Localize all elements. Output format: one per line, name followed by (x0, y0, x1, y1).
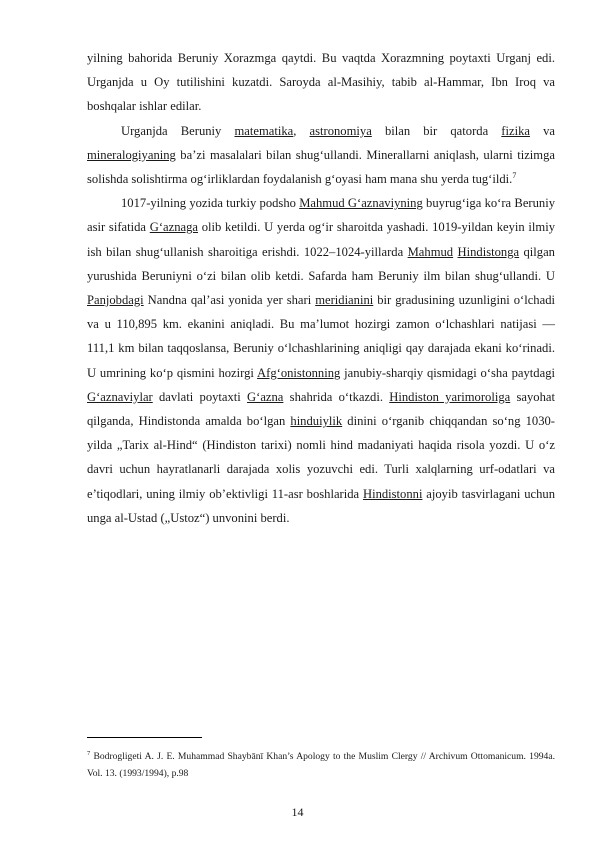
link-hindiston[interactable]: Hindistonga (457, 244, 520, 259)
link-matematika[interactable]: matematika (234, 123, 294, 138)
link-gazna[interactable]: G‘aznaga (149, 220, 198, 235)
paragraph-3 (87, 191, 555, 530)
text-run: davlati poytaxti (152, 389, 248, 404)
link-gazna-city[interactable]: G‘azna (247, 389, 284, 404)
text-run: olib ketildi. U yerda og‘ir sharoitda yashadi. 1019-yildan keyin ilmiy ish bilan shug‘ullanish sharoitiga erishdi. 1022–1024-yillarda (87, 220, 555, 259)
link-gaznaviylar[interactable]: G‘aznaviylar (87, 389, 153, 404)
link-astronomiya[interactable]: astronomiya (309, 123, 372, 138)
page-body (87, 46, 555, 530)
link-panjob[interactable]: Panjobdagi (87, 293, 144, 308)
link-mahmud-gaznaviy[interactable]: Mahmud G‘aznaviyning (299, 196, 423, 211)
link-fizika[interactable]: fizika (501, 123, 530, 138)
paragraph-1-text: yilning bahorida Beruniy Xorazmga qaytdi. Bu vaqtda Xorazmning poytaxti Urganj edi. Urganjda u Oy tutilishini kuzatdi. Saroyda al-Masihiy, tabib al-Hammar, Ibn Iroq va boshqalar ishlar edilar. (87, 51, 555, 114)
text-run: janubiy-sharqiy qismidagi o‘sha paytdagi (340, 365, 555, 380)
link-mahmud[interactable]: Mahmud (407, 244, 454, 259)
paragraph-2 (87, 119, 555, 192)
paragraph-1 (87, 46, 555, 119)
footnote-ref[interactable]: 7 (512, 170, 517, 180)
text-run: ba’zi masalalari bilan shug‘ullandi. Minerallarni aniqlash, ularni tizimga solishda solishtirma og‘irliklardan foydalanish g‘oyasi ham mana shu yerda tug‘ildi. (87, 147, 555, 187)
text-run: shahrida o‘tkazdi. (283, 389, 390, 404)
page-number: 14 (291, 805, 304, 819)
text-run: ajoyib tasvirlagani uchun unga al-Ustad („Ustoz“) unvonini berdi. (87, 486, 555, 525)
link-afgoniston[interactable]: Afg‘onistonning (257, 365, 341, 380)
footnote-number: 7 (87, 749, 91, 757)
link-meridian[interactable]: meridianini (315, 293, 374, 308)
text-run: qilgan yurushida Beruniyni o‘zi bilan olib ketdi. Safarda ham Beruniy ilm bilan shug‘ullandi. U (87, 244, 555, 283)
footnote-text: Bodrogligeti A. J. E. Muhammad Shaybānī Khan’s Apology to the Muslim Clergy // Archivum Ottomanicum. 1994a. Vol. 13. (1993/1994), p.98 (87, 751, 555, 779)
text-run: bilan bir qatorda (371, 123, 502, 138)
text-run: dinini o‘rganib chiqqandan so‘ng 1030-yilda „Tarix al-Hind“ (Hindiston tarixi) nomli hind madaniyati haqida risola yozdi. U o‘z davri uchun hayratlanarli darajada xolis yozuvchi edi. Turli xalqlarning urf-odatlari va e’tiqodlari, uning ilmiy ob’ektivligi 11-asr boshlarida (87, 414, 555, 501)
text-run: 1017-yilning yozida turkiy podsho (121, 196, 300, 211)
link-mineralogiya[interactable]: mineralogiyaning (87, 147, 176, 162)
text-run: Urganjda Beruniy (121, 123, 235, 138)
text-run: buyrug‘iga ko‘ra Beruniy asir sifatida (87, 196, 555, 235)
link-hindiston-yarimoroli[interactable]: Hindiston yarimoroliga (389, 389, 511, 404)
text-run: bir gradusining uzunligini o‘lchadi va u 110,895 km. ekanini aniqladi. Bu ma’lumot hozirgi zamon o‘lchashlari natijasi — 111,1 km bilan taqqoslansa, Beruniy o‘lchashlarining aniqligi qay darajada ekani ko‘rinadi. U umrining ko‘p qismini hozirgi (87, 293, 555, 380)
text-run: , (293, 123, 310, 138)
text-run: va (529, 123, 555, 138)
footnote (87, 748, 555, 782)
link-hinduiylik[interactable]: hinduiylik (290, 414, 343, 429)
link-hindistonni[interactable]: Hindistonni (362, 486, 423, 501)
footnote-divider (87, 737, 202, 738)
text-run: Nandna qal’asi yonida yer shari (143, 293, 316, 308)
text-run: sayohat qilganda, Hindistonda amalda bo‘lgan (87, 389, 555, 429)
